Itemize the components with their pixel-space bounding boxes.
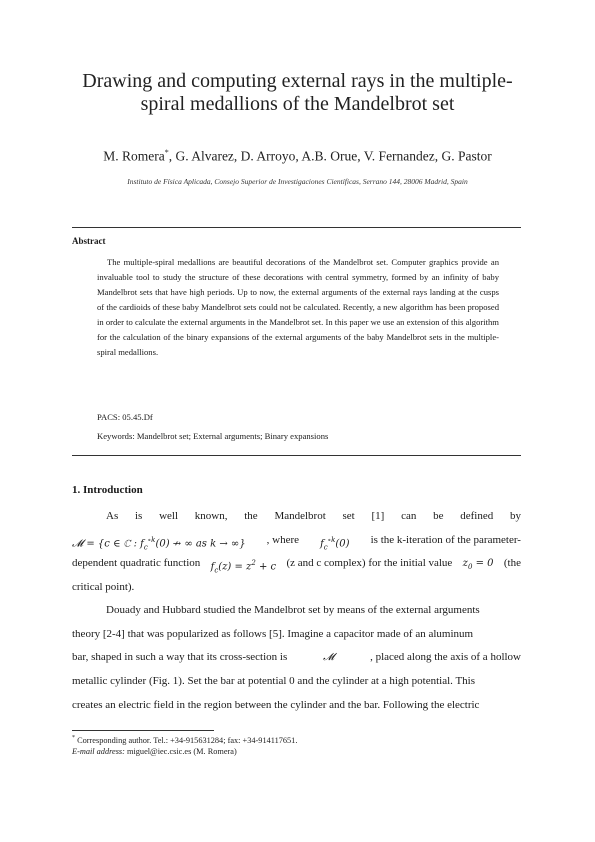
section-heading: 1. Introduction bbox=[72, 484, 143, 496]
abstract-top-rule bbox=[72, 227, 521, 228]
para2-line-5: creates an electric field in the region between the cylinder and the bar. Following the electric bbox=[72, 698, 480, 711]
para2-line-3: bar, shaped in such a way that its cross-section is 𝓜 , placed along the axis of a hollow bbox=[72, 646, 521, 670]
title-line-2: spiral medallions of the Mandelbrot set bbox=[140, 93, 455, 115]
first-author: M. Romera bbox=[103, 148, 165, 164]
title-line-1: Drawing and computing external rays in the multiple- bbox=[82, 70, 513, 92]
initial-value: $z_0 = 0$ bbox=[462, 558, 494, 572]
affiliation: Instituto de Física Aplicada, Consejo Superior de Investigaciones Científicas, Serrano 144, 28006 Madrid, Spain bbox=[127, 177, 468, 186]
para1-line-1: As is well known, the Mandelbrot set [1] can be defined by bbox=[106, 510, 521, 522]
para2-line-4: metallic cylinder (Fig. 1). Set the bar at potential 0 and the cylinder at a high potential. This bbox=[72, 675, 476, 688]
paper-title bbox=[60, 70, 535, 116]
footnote-email: E-mail address: miguel@iec.csic.es (M. Romera) bbox=[72, 747, 237, 756]
footnote-rule bbox=[72, 730, 214, 731]
abstract-text: The multiple-spiral medallions are beautiful decorations of the Mandelbrot set. Computer graphics provide an invaluable tool to study the structure of these decorations with central symmetry, formed by an infinity of baby Mandelbrot sets that have high periods. Up to now, the external arguments of the external rays landing at the cusps of the cardioids of these baby Mandelbrot sets could not be calculated. Recently, a new algorithm has been proposed in order to calculate the external arguments in the Mandelbrot set. In this paper we use an extension of this algorithm for the calculation of the binary expansions of the external arguments of the baby Mandelbrot sets in the multiple-spiral medallions. bbox=[97, 257, 499, 357]
para1-line-3: dependent quadratic function $f_c(z) = z^2 + c$ (z and c complex) for the initial value $z_0 = 0$ (the bbox=[72, 552, 521, 576]
intro-paragraph-1 bbox=[72, 505, 521, 600]
other-authors: , G. Alvarez, D. Arroyo, A.B. Orue, V. Fernandez, G. Pastor bbox=[168, 148, 492, 164]
para2-line-1: Douady and Hubbard studied the Mandelbrot set by means of the external arguments bbox=[106, 604, 480, 616]
iteration-symbol: $f_c^{\circ k}(0)$ bbox=[320, 535, 350, 552]
mandelbrot-symbol: 𝓜 bbox=[323, 652, 335, 664]
pacs-code: PACS: 05.45.Df bbox=[97, 412, 153, 422]
abstract-bottom-rule bbox=[72, 455, 521, 456]
mandelbrot-set-definition: 𝓜 = {c ∈ ℂ : $f_c^{\circ k}(0)$ ↛ ∞ as k → ∞} bbox=[72, 535, 246, 552]
abstract-heading: Abstract bbox=[72, 236, 106, 246]
para1-line-2: 𝓜 = {c ∈ ℂ : $f_c^{\circ k}(0)$ ↛ ∞ as k → ∞} , where $f_c^{\circ k}(0)$ is the k-iteration of the parameter- bbox=[72, 529, 521, 553]
keywords: Keywords: Mandelbrot set; External arguments; Binary expansions bbox=[97, 431, 329, 441]
footnote-corresponding: * Corresponding author. Tel.: +34-915631284; fax: +34-914117651. bbox=[72, 735, 298, 745]
corresponding-mark: * bbox=[164, 148, 169, 157]
para2-line-2: theory [2-4] that was popularized as follows [5]. Imagine a capacitor made of an aluminum bbox=[72, 627, 474, 640]
para1-line-4: critical point). bbox=[72, 581, 135, 594]
author-list bbox=[60, 148, 535, 165]
intro-paragraph-2 bbox=[72, 599, 521, 717]
quadratic-function: $f_c(z) = z^2 + c$ bbox=[210, 559, 277, 575]
